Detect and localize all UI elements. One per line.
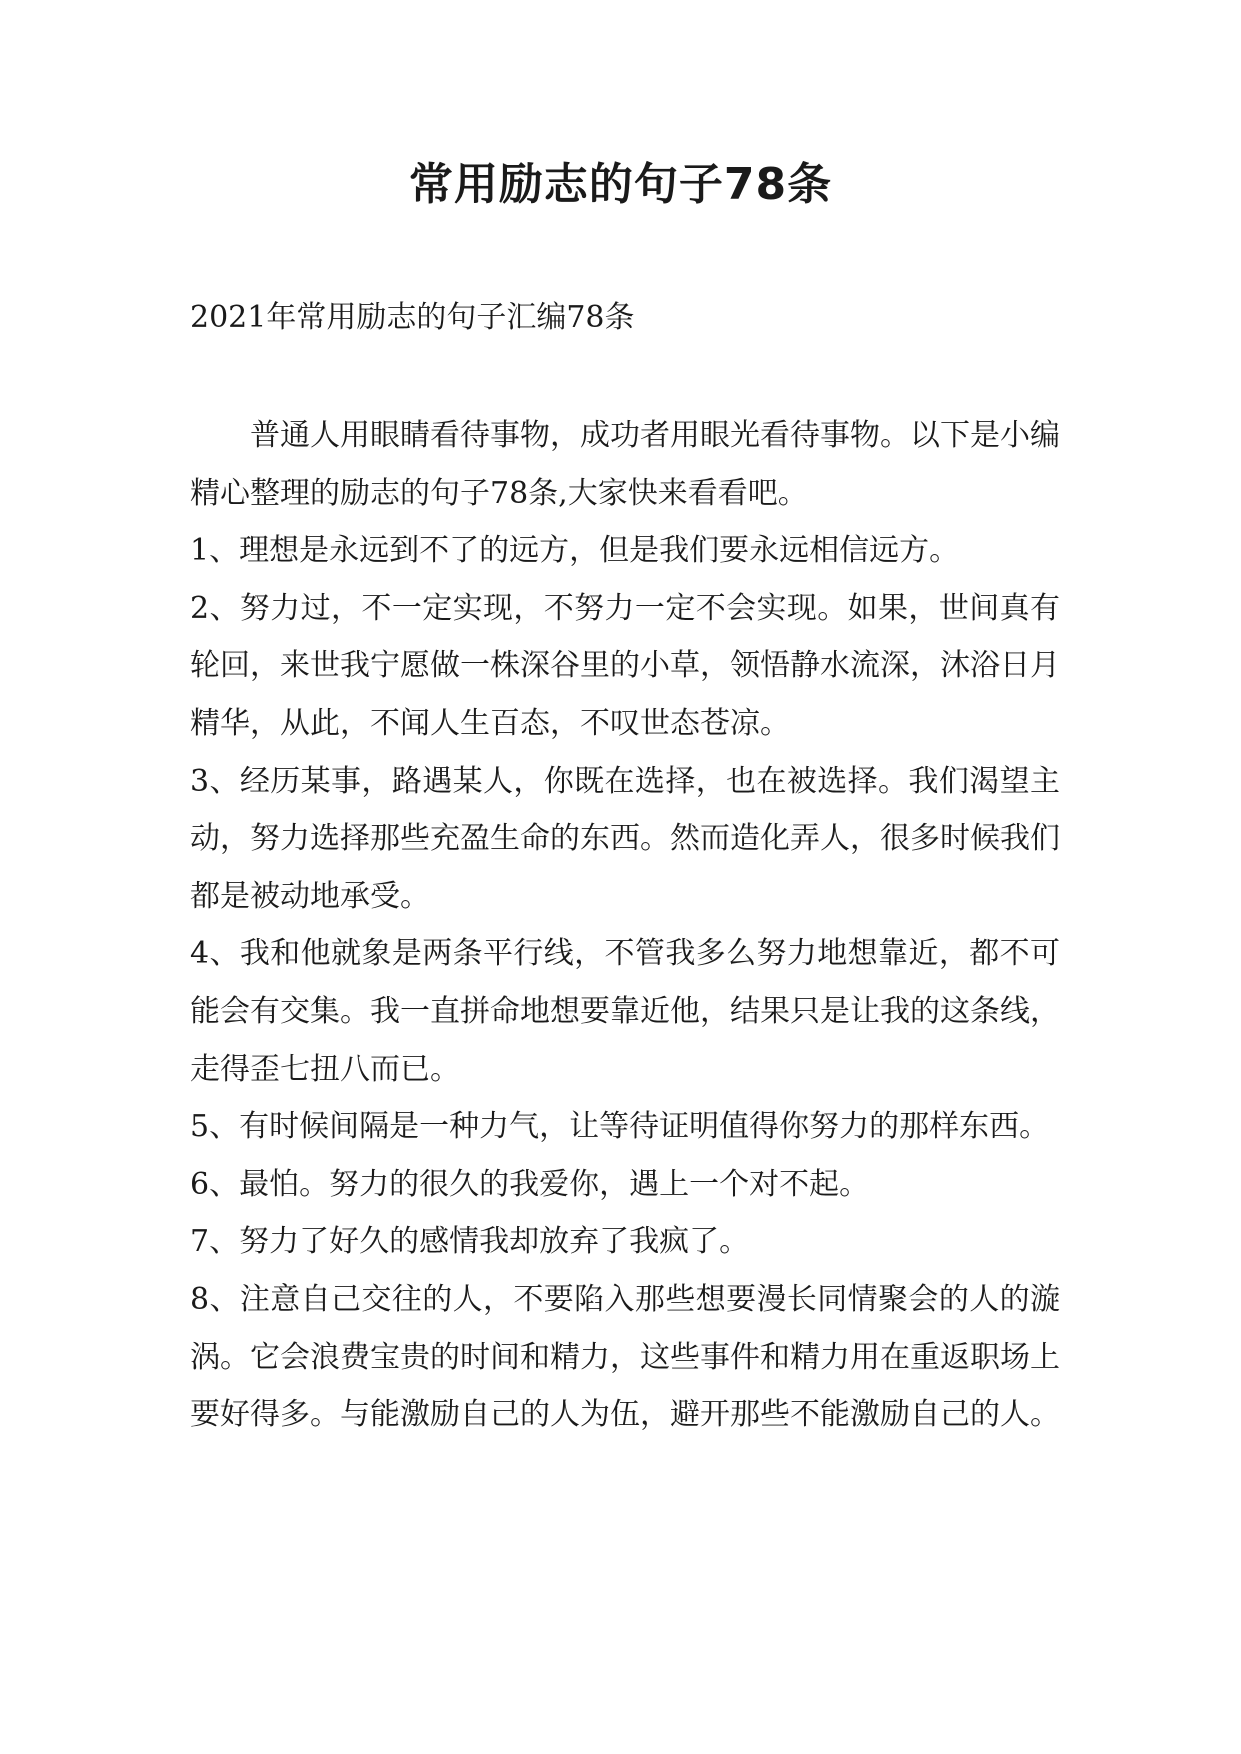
intro-paragraph: 普通人用眼睛看待事物，成功者用眼光看待事物。以下是小编精心整理的励志的句子78条,大家快来看看吧。 xyxy=(190,418,1060,511)
list-item: 5、有时候间隔是一种力气，让等待证明值得你努力的那样东西。 xyxy=(190,1109,1050,1145)
list-item: 8、注意自己交往的人，不要陷入那些想要漫长同情聚会的人的漩涡。它会浪费宝贵的时间和精力，这些事件和精力用在重返职场上要好得多。与能激励自己的人为伍，避开那些不能激励自己的人。 xyxy=(190,1281,1060,1433)
list-item: 7、努力了好久的感情我却放弃了我疯了。 xyxy=(190,1224,750,1260)
list-item: 1、理想是永远到不了的远方，但是我们要永远相信远方。 xyxy=(190,533,960,569)
document-title: 常用励志的句子78条 xyxy=(408,159,833,210)
document-body xyxy=(190,407,1060,1444)
list-item: 3、经历某事，路遇某人，你既在选择，也在被选择。我们渴望主动，努力选择那些充盈生命的东西。然而造化弄人，很多时候我们都是被动地承受。 xyxy=(190,763,1060,914)
document-subtitle: 2021年常用励志的句子汇编78条 xyxy=(190,300,635,335)
list-item: 2、努力过，不一定实现，不努力一定不会实现。如果，世间真有轮回，来世我宁愿做一株深谷里的小草，领悟静水流深，沐浴日月精华，从此，不闻人生百态，不叹世态苍凉。 xyxy=(190,590,1060,741)
list-item: 6、最怕。努力的很久的我爱你，遇上一个对不起。 xyxy=(190,1166,870,1202)
list-item: 4、我和他就象是两条平行线，不管我多么努力地想靠近，都不可能会有交集。我一直拼命地想要靠近他，结果只是让我的这条线，走得歪七扭八而已。 xyxy=(190,936,1060,1087)
